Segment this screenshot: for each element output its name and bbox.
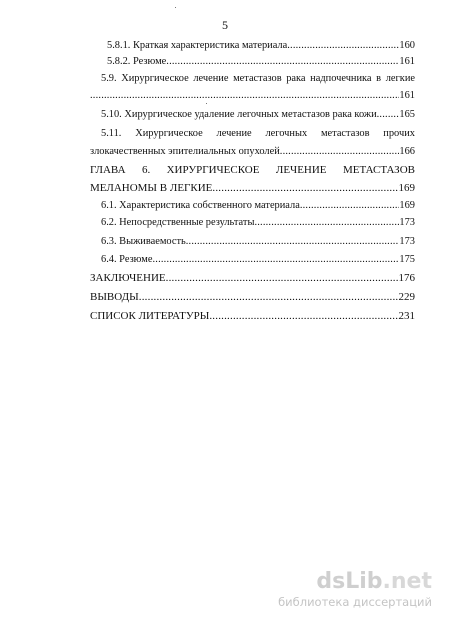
toc-entry-5-8-1 <box>107 39 415 53</box>
toc-entry-label: 6.4. Резюме <box>101 254 153 265</box>
toc-entry-page: 161 <box>399 56 415 67</box>
toc-word: ГЛАВА <box>90 164 126 176</box>
toc-word: легочных <box>265 128 308 139</box>
toc-word: метастазов <box>320 128 370 139</box>
toc-conclusion <box>90 271 415 285</box>
toc-entry-5-11-line1 <box>101 127 415 141</box>
scan-speck <box>206 103 207 104</box>
toc-entry-5-9-line1: 5.9. Хирургическое лечение метастазов рака надпочечника в легкие <box>101 73 415 84</box>
leader-dots <box>166 55 399 69</box>
toc-word: 5.11. <box>101 128 122 139</box>
toc-word: прочих <box>383 128 415 139</box>
toc-entry-page: 229 <box>398 291 415 303</box>
toc-entry-page: 166 <box>399 146 415 157</box>
toc-word: Хирургическое <box>135 128 203 139</box>
watermark-logo-main: dsLib <box>316 569 383 594</box>
leader-dots <box>209 309 398 323</box>
toc-word: лечение <box>216 128 252 139</box>
toc-entry-page: 165 <box>399 109 415 120</box>
watermark-subtitle: библиотека диссертаций <box>278 595 432 609</box>
toc-entry-label: 6.2. Непосредственные результаты <box>101 217 255 228</box>
toc-entry-5-8-2 <box>107 55 415 69</box>
leader-dots <box>186 235 400 249</box>
toc-entry-label: СПИСОК ЛИТЕРАТУРЫ <box>90 310 210 322</box>
toc-entry-page: 161 <box>399 90 415 101</box>
toc-entry-5-11-line2 <box>90 145 415 159</box>
toc-entry-6-3 <box>101 235 415 249</box>
toc-entry-page: 175 <box>399 254 415 265</box>
toc-entry-5-9-line2 <box>90 89 415 103</box>
watermark <box>262 570 432 609</box>
leader-dots <box>90 89 399 103</box>
leader-dots <box>254 216 399 230</box>
leader-dots <box>280 145 400 159</box>
scan-speck <box>175 7 176 8</box>
watermark-logo-tld: .net <box>382 569 432 594</box>
toc-entry-page: 231 <box>398 310 415 322</box>
toc-entry-label: злокачественных эпителиальных опухолей <box>90 146 280 157</box>
toc-entry-page: 173 <box>399 236 415 247</box>
toc-word: ЛЕЧЕНИЕ <box>275 164 327 176</box>
toc-word: 6. <box>141 164 151 176</box>
toc-entry-6-4 <box>101 253 415 267</box>
watermark-logo <box>262 570 432 594</box>
toc-entry-label: ЗАКЛЮЧЕНИЕ <box>90 272 166 284</box>
toc-entry-page: 169 <box>399 200 415 211</box>
toc-chapter-6-line2 <box>90 181 415 195</box>
leader-dots <box>377 108 400 122</box>
toc-entry-label: 6.1. Характеристика собственного материала <box>101 200 300 211</box>
toc-entry-page: 160 <box>399 40 415 51</box>
toc-entry-5-10 <box>101 108 415 122</box>
toc-entry-page: 173 <box>399 217 415 228</box>
leader-dots <box>300 199 400 213</box>
toc-entry-label: 5.10. Хирургическое удаление легочных метастазов рака кожи <box>101 109 377 120</box>
toc-chapter-6-line1 <box>90 163 415 177</box>
toc-entry-6-1 <box>101 199 415 213</box>
toc-references <box>90 309 415 323</box>
leader-dots <box>287 39 399 53</box>
leader-dots <box>152 253 399 267</box>
leader-dots <box>139 290 399 304</box>
toc-entry-page: 169 <box>398 182 415 194</box>
page-number: 5 <box>222 18 228 32</box>
toc-entry-label: 5.8.2. Резюме <box>107 56 167 67</box>
toc-entry-page: 176 <box>398 272 415 284</box>
toc-entry-6-2 <box>101 216 415 230</box>
toc-entry-label: 6.3. Выживаемость <box>101 236 186 247</box>
leader-dots <box>212 181 398 195</box>
toc-entry-label: ВЫВОДЫ <box>90 291 139 303</box>
toc-entry-label: 5.8.1. Краткая характеристика материала <box>107 40 288 51</box>
toc-entry-label: МЕЛАНОМЫ В ЛЕГКИЕ <box>90 182 213 194</box>
toc-word: МЕТАСТАЗОВ <box>342 164 415 176</box>
toc-findings <box>90 290 415 304</box>
leader-dots <box>166 271 399 285</box>
toc-word: ХИРУРГИЧЕСКОЕ <box>166 164 260 176</box>
